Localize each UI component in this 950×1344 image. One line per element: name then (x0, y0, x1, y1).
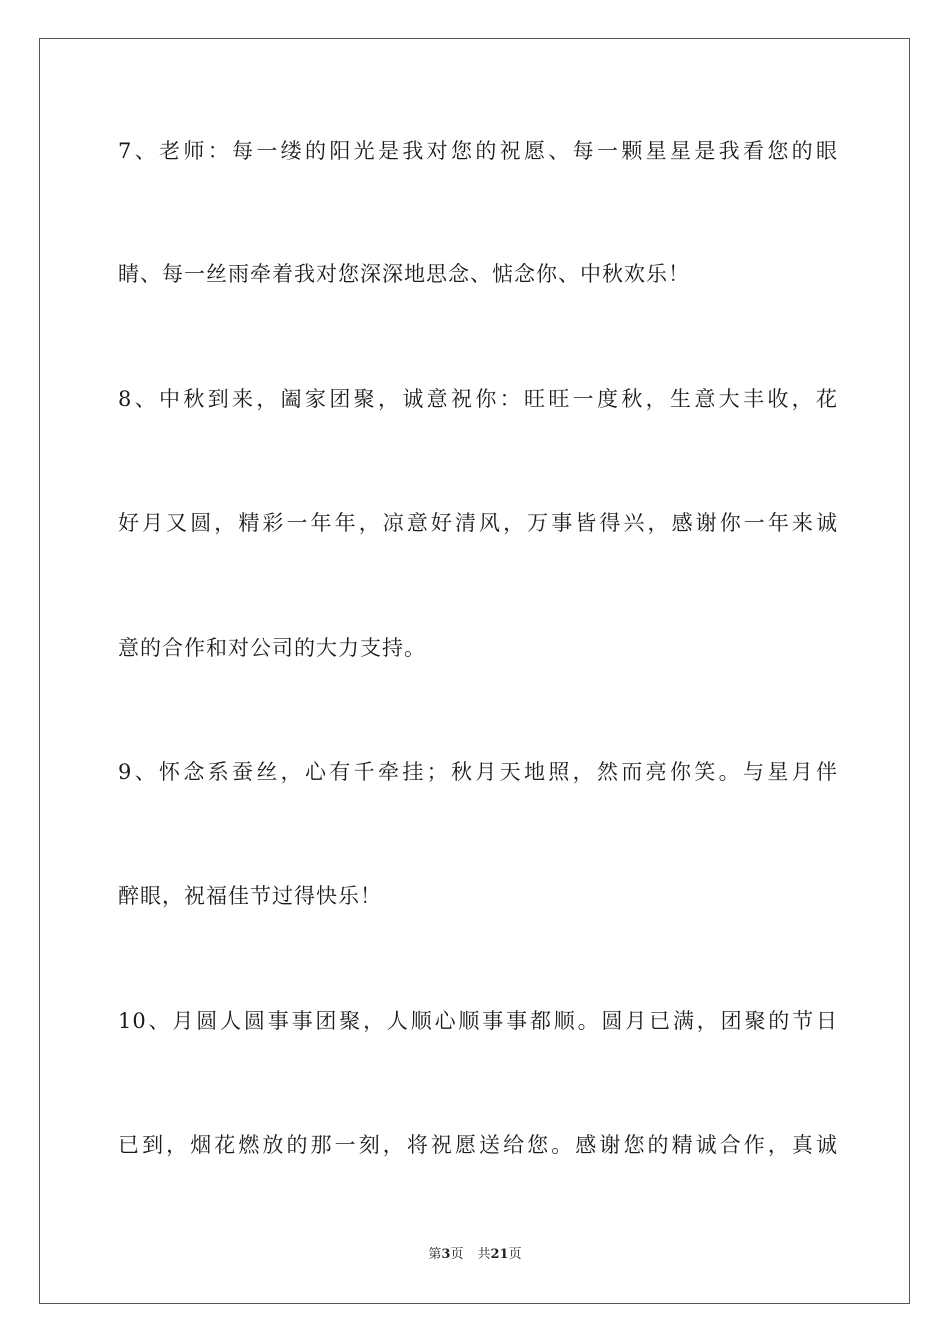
text-line-1: 7、老师：每一缕的阳光是我对您的祝愿、每一颗星星是我看您的眼 (118, 139, 838, 163)
total-pages: 21 (490, 1247, 509, 1262)
text-line-4: 好月又圆，精彩一年年，凉意好清风，万事皆得兴，感谢你一年来诚 (118, 511, 838, 535)
page-number: 3 (441, 1247, 451, 1262)
page-border (39, 38, 910, 1304)
page-label-suffix: 页 (450, 1247, 464, 1262)
text-line-5: 意的合作和对公司的大力支持。 (118, 636, 426, 660)
text-line-6: 9、怀念系蚕丝，心有千牵挂；秋月天地照，然而亮你笑。与星月伴 (118, 760, 838, 784)
text-line-7: 醉眼，祝福佳节过得快乐！ (118, 884, 382, 908)
text-line-9: 已到，烟花燃放的那一刻，将祝愿送给您。感谢您的精诚合作，真诚 (118, 1133, 838, 1157)
total-label-suffix: 页 (508, 1247, 522, 1262)
text-line-3: 8、中秋到来，阖家团聚，诚意祝你：旺旺一度秋，生意大丰收，花 (118, 387, 838, 411)
text-line-8: 10、月圆人圆事事团聚，人顺心顺事事都顺。圆月已满，团聚的节日 (118, 1009, 838, 1033)
page-label-prefix: 第 (428, 1247, 442, 1262)
total-label-prefix: 共 (477, 1247, 491, 1262)
text-line-2: 睛、每一丝雨牵着我对您深深地思念、惦念你、中秋欢乐！ (118, 262, 690, 286)
page-footer (0, 1246, 950, 1264)
